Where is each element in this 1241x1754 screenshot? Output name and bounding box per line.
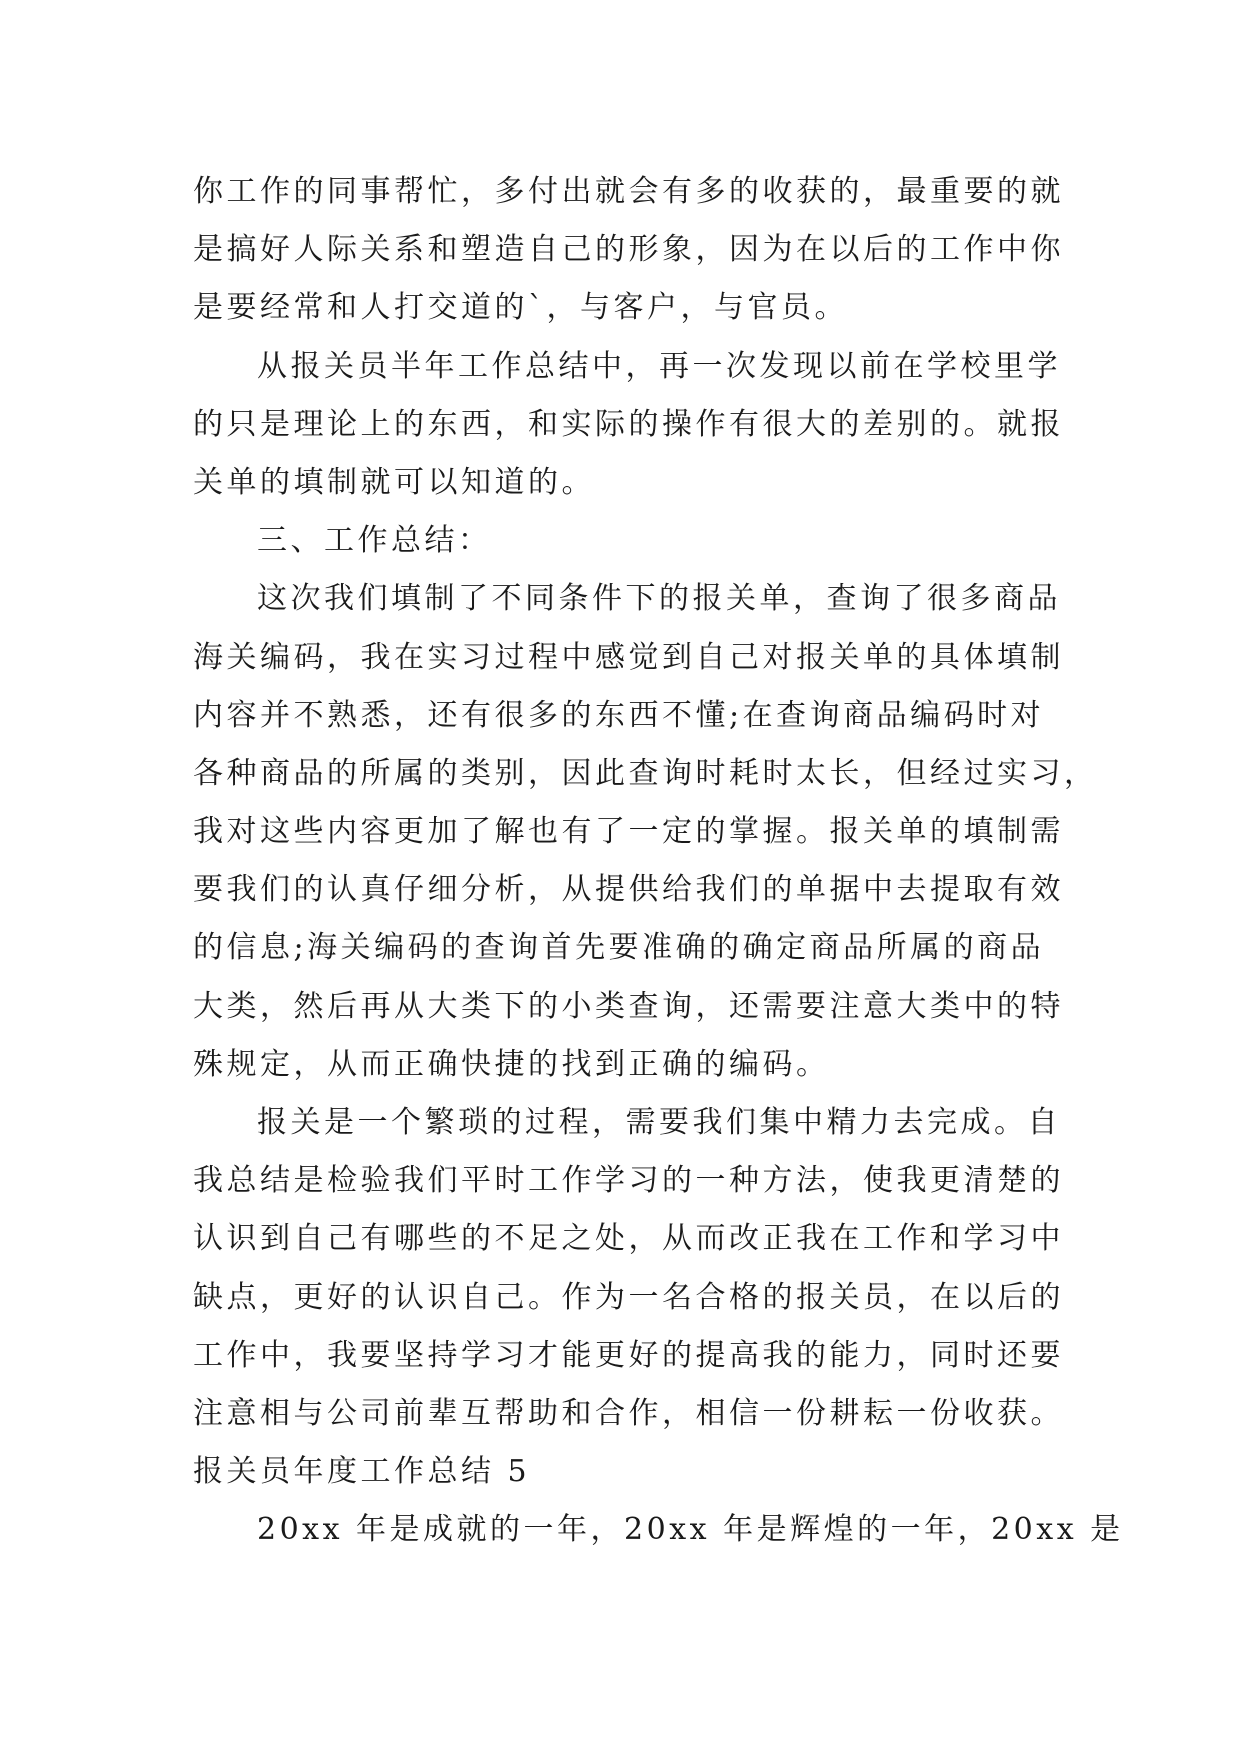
document-section-title: 报关员年度工作总结 5 bbox=[193, 1454, 531, 1490]
text-line: 殊规定，从而正确快捷的找到正确的编码。 bbox=[193, 1046, 830, 1082]
text-line: 我对这些内容更加了解也有了一定的掌握。报关单的填制需 bbox=[193, 814, 1064, 850]
text-line: 缺点，更好的认识自己。作为一名合格的报关员，在以后的 bbox=[193, 1279, 1064, 1315]
text-line: 我总结是检验我们平时工作学习的一种方法，使我更清楚的 bbox=[193, 1163, 1064, 1199]
text-line: 注意相与公司前辈互帮助和合作，相信一份耕耘一份收获。 bbox=[193, 1395, 1064, 1431]
text-line: 工作中，我要坚持学习才能更好的提高我的能力，同时还要 bbox=[193, 1337, 1064, 1373]
paragraph-start-line: 20xx 年是成就的一年，20xx 年是辉煌的一年，20xx 是 bbox=[257, 1512, 1124, 1548]
text-line: 你工作的同事帮忙，多付出就会有多的收获的，最重要的就 bbox=[193, 174, 1064, 209]
text-line: 认识到自己有哪些的不足之处，从而改正我在工作和学习中 bbox=[193, 1221, 1064, 1257]
text-line: 各种商品的所属的类别，因此查询时耗时太长，但经过实习， bbox=[193, 755, 1098, 791]
document-body bbox=[193, 163, 1124, 1560]
section-heading: 三、工作总结： bbox=[257, 523, 492, 559]
text-line: 关单的填制就可以知道的。 bbox=[193, 464, 595, 500]
text-line: 的只是理论上的东西，和实际的操作有很大的差别的。就报 bbox=[193, 406, 1064, 442]
text-line: 内容并不熟悉，还有很多的东西不懂;在查询商品编码时对 bbox=[193, 697, 1045, 733]
text-line: 要我们的认真仔细分析，从提供给我们的单据中去提取有效 bbox=[193, 872, 1064, 908]
paragraph-start-line: 报关是一个繁琐的过程，需要我们集中精力去完成。自 bbox=[257, 1105, 1061, 1140]
text-line: 是搞好人际关系和塑造自己的形象，因为在以后的工作中你 bbox=[193, 232, 1064, 268]
text-line: 海关编码，我在实习过程中感觉到自己对报关单的具体填制 bbox=[193, 639, 1064, 675]
text-line: 是要经常和人打交道的`，与客户，与官员。 bbox=[193, 290, 848, 326]
paragraph-start-line: 从报关员半年工作总结中，再一次发现以前在学校里学 bbox=[257, 348, 1061, 384]
paragraph-start-line: 这次我们填制了不同条件下的报关单，查询了很多商品 bbox=[257, 581, 1061, 617]
text-line: 大类，然后再从大类下的小类查询，还需要注意大类中的特 bbox=[193, 988, 1064, 1024]
text-line: 的信息;海关编码的查询首先要准确的确定商品所属的商品 bbox=[193, 930, 1045, 966]
